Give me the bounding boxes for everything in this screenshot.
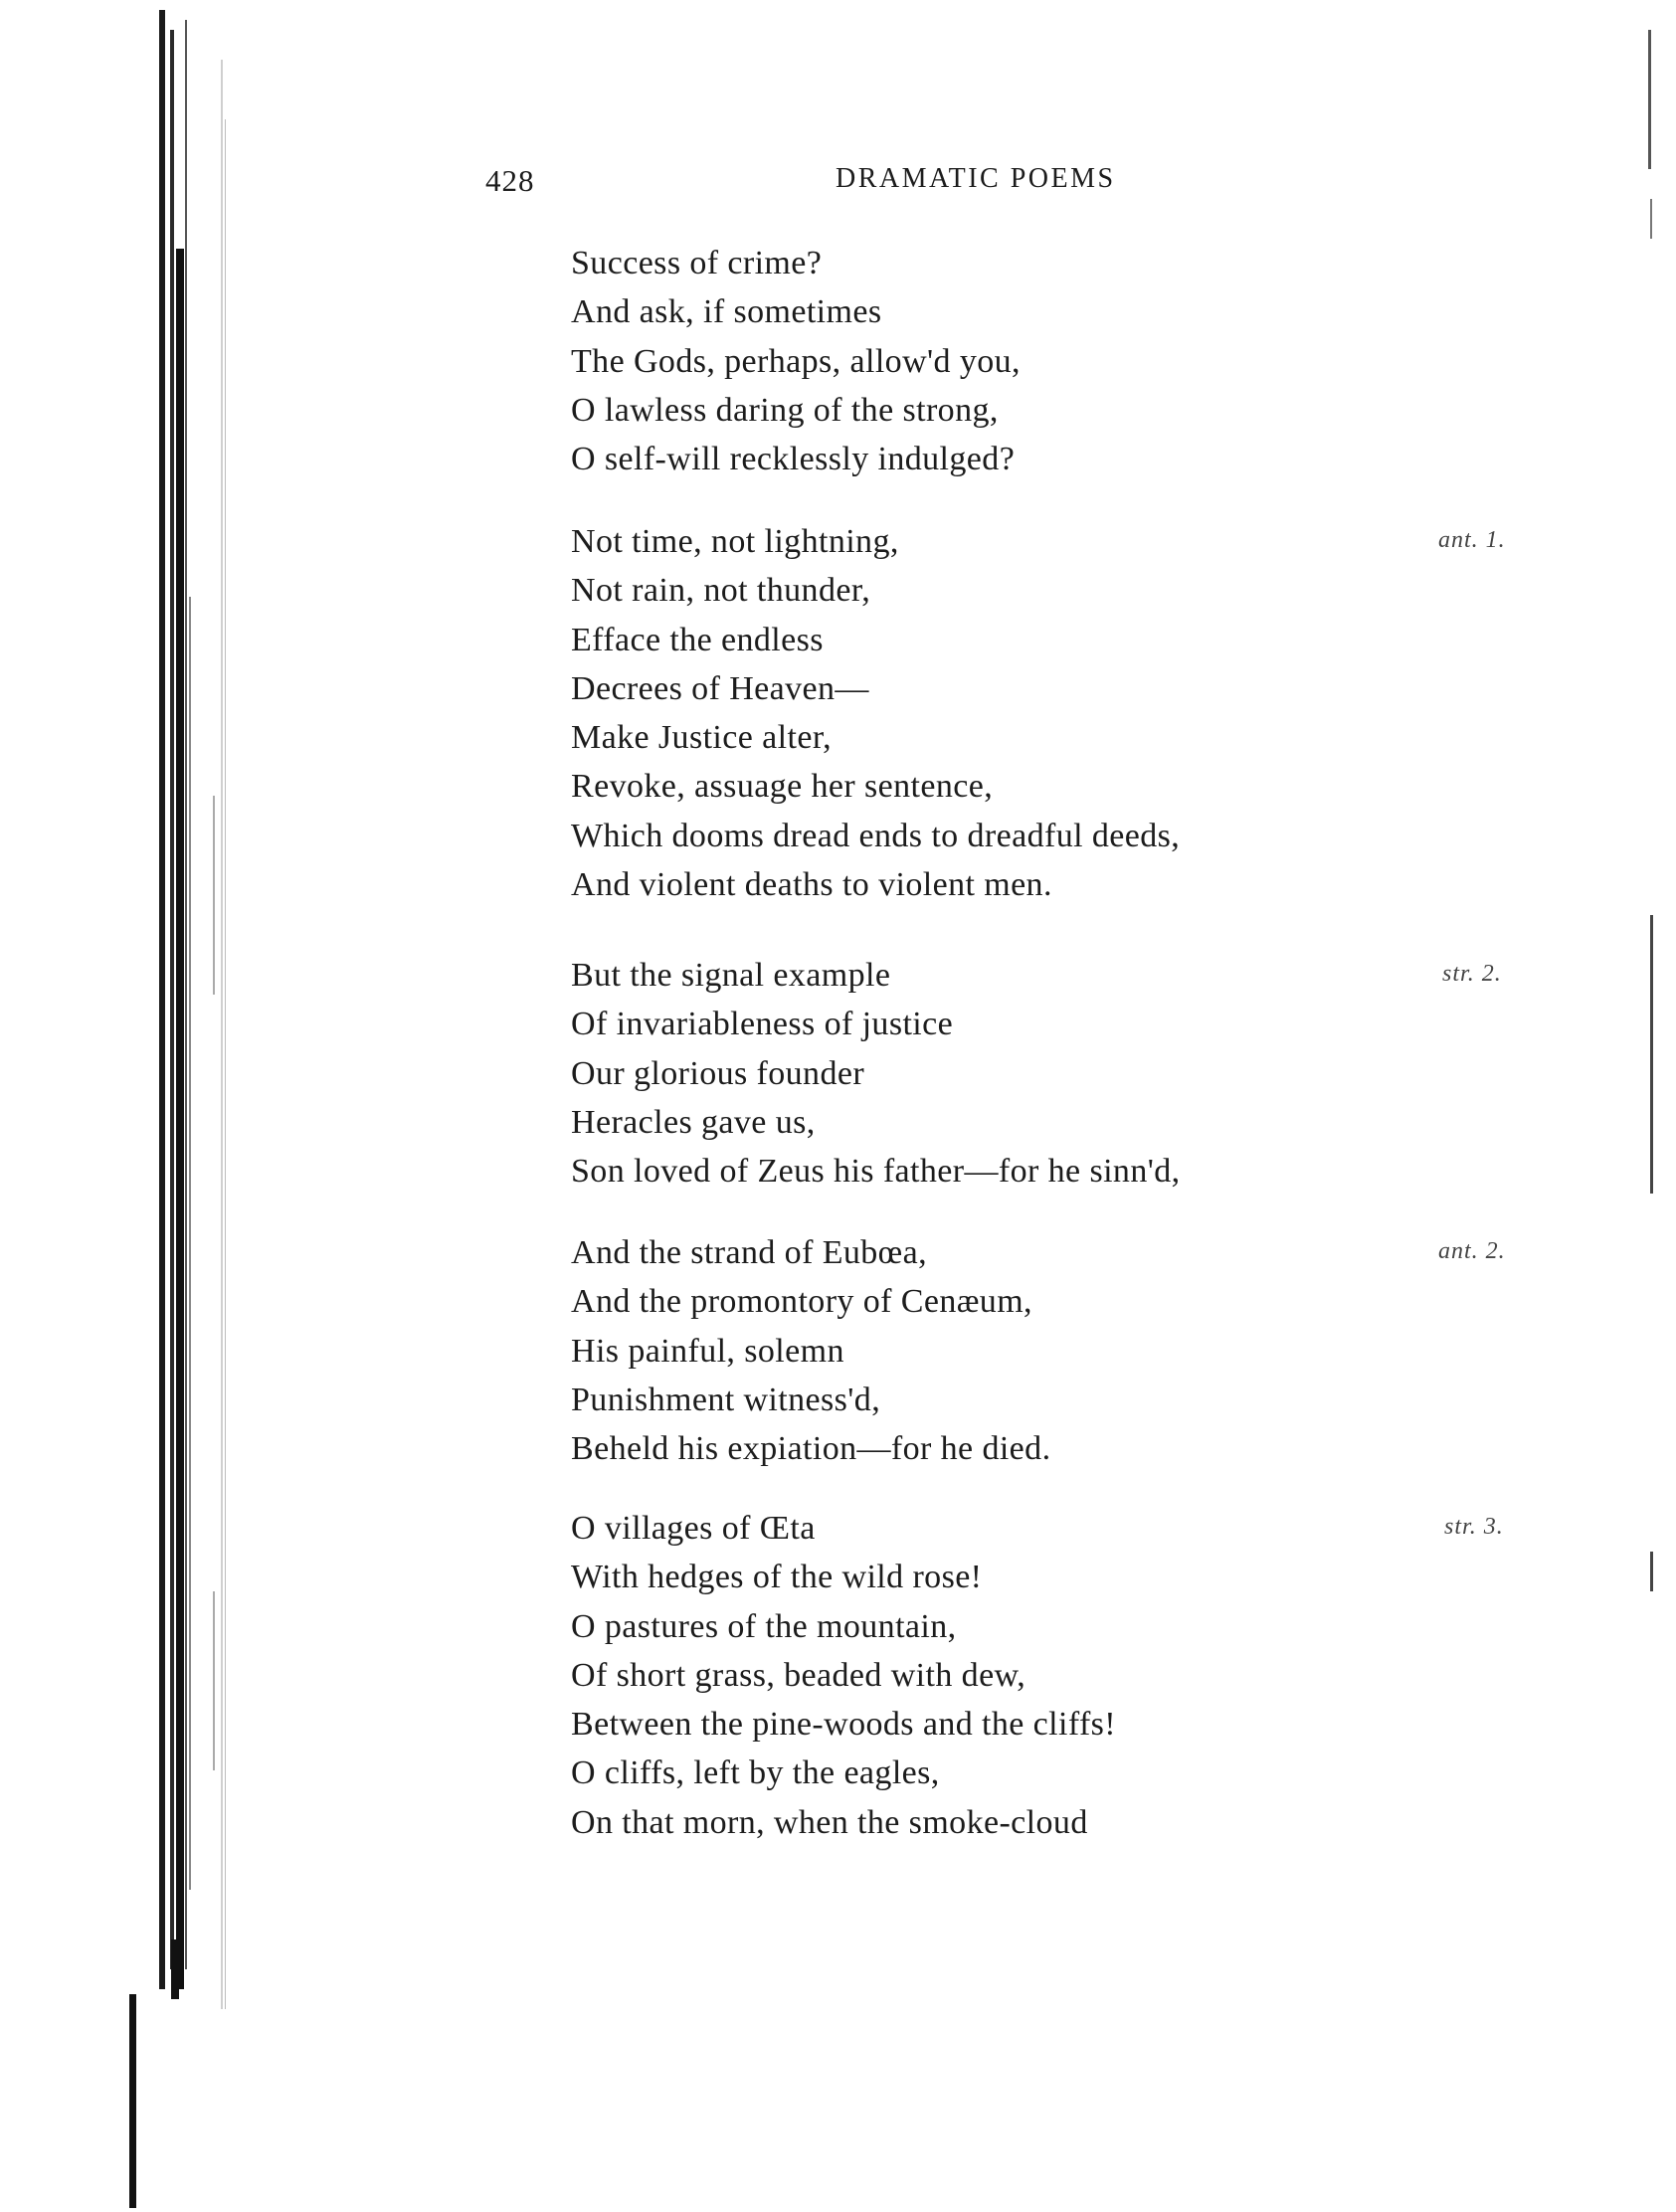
- verse-line: And the promontory of Cenæum,: [571, 1283, 1032, 1321]
- verse-line: Of short grass, beaded with dew,: [571, 1656, 1026, 1694]
- stanza-marker: ant. 2.: [1438, 1238, 1506, 1264]
- verse-line: Which dooms dread ends to dreadful deeds,: [571, 817, 1181, 854]
- stanza: [571, 1504, 1526, 1847]
- verse-line: Heracles gave us,: [571, 1103, 816, 1141]
- verse-line: The Gods, perhaps, allow'd you,: [571, 342, 1021, 380]
- verse-line: O lawless daring of the strong,: [571, 391, 999, 429]
- stanza: [571, 517, 1526, 909]
- running-title: DRAMATIC POEMS: [836, 163, 1116, 194]
- verse-line: And violent deaths to violent men.: [571, 866, 1052, 904]
- verse-line: His painful, solemn: [571, 1332, 844, 1370]
- stanza: [571, 951, 1526, 1196]
- verse-line: But the signal example: [571, 957, 891, 994]
- verse-line: Decrees of Heaven—: [571, 669, 869, 707]
- verse-line: Efface the endless: [571, 621, 824, 658]
- stanza: [571, 239, 1526, 483]
- verse-line: With hedges of the wild rose!: [571, 1559, 983, 1596]
- page-number: 428: [485, 163, 535, 198]
- verse-line: Success of crime?: [571, 245, 823, 281]
- verse-line: Not time, not lightning,: [571, 523, 899, 560]
- page-edge-right: [1636, 0, 1676, 2212]
- verse-line: And the strand of Eubœa,: [571, 1234, 928, 1271]
- page-header: [485, 163, 1480, 203]
- verse-line: Revoke, assuage her sentence,: [571, 768, 994, 806]
- verse-line: On that morn, when the smoke-cloud: [571, 1803, 1088, 1841]
- verse-line: Our glorious founder: [571, 1054, 865, 1092]
- stanza-marker: ant. 1.: [1438, 527, 1506, 553]
- verse-line: Make Justice alter,: [571, 719, 833, 757]
- stanza: [571, 1228, 1526, 1473]
- binding-edge-shadow: [0, 0, 239, 2212]
- verse-line: O self-will recklessly indulged?: [571, 441, 1016, 478]
- verse-line: Beheld his expiation—for he died.: [571, 1430, 1051, 1468]
- verse-line: And ask, if sometimes: [571, 293, 882, 331]
- verse-line: Not rain, not thunder,: [571, 572, 871, 610]
- verse-line: O pastures of the mountain,: [571, 1607, 957, 1645]
- verse-line: O cliffs, left by the eagles,: [571, 1754, 940, 1792]
- verse-line: Punishment witness'd,: [571, 1381, 881, 1418]
- verse-line: O villages of Œta: [571, 1510, 816, 1547]
- verse-line: Between the pine-woods and the cliffs!: [571, 1706, 1117, 1744]
- verse-line: Son loved of Zeus his father—for he sinn'd,: [571, 1153, 1181, 1191]
- stanza-marker: str. 3.: [1444, 1514, 1504, 1540]
- verse-line: Of invariableness of justice: [571, 1006, 954, 1043]
- stanza-marker: str. 2.: [1442, 961, 1502, 987]
